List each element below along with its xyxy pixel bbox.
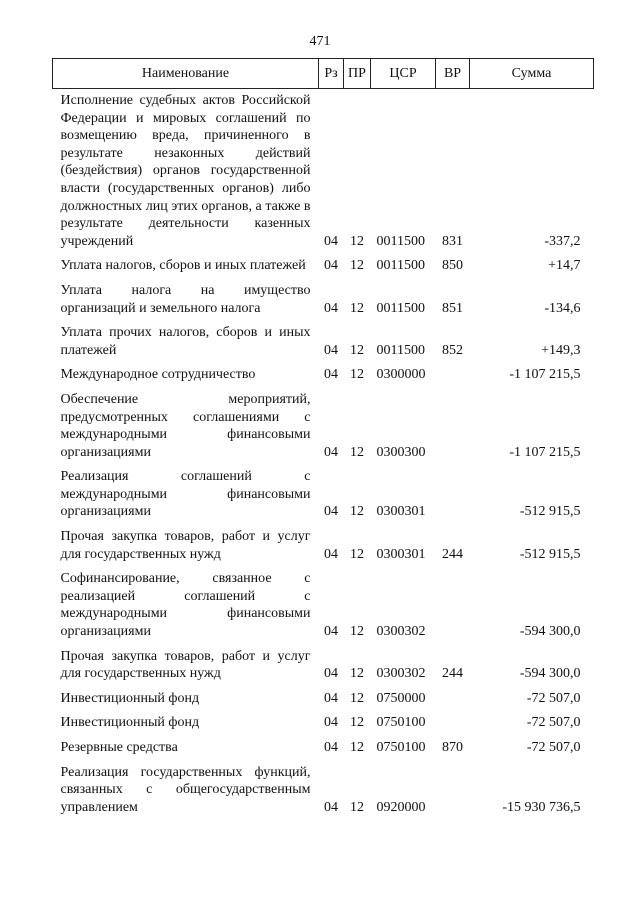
row-csr: 0300301 — [376, 546, 426, 562]
row-rz: 04 — [324, 233, 338, 249]
row-vr: 852 — [442, 342, 463, 358]
row-csr: 0300302 — [376, 624, 426, 640]
table-row — [53, 645, 594, 687]
row-csr: 0011500 — [376, 300, 425, 316]
table-row — [53, 525, 594, 567]
row-csr: 0750000 — [376, 690, 426, 706]
budget-table — [52, 58, 594, 820]
row-vr — [436, 761, 470, 821]
row-pr: 12 — [350, 258, 364, 274]
row-pr: 12 — [350, 342, 364, 358]
table-row — [53, 761, 594, 821]
row-csr: 0300302 — [376, 666, 426, 682]
row-vr — [436, 363, 470, 388]
col-header-rz: Рз — [319, 59, 344, 89]
row-pr: 12 — [350, 367, 364, 383]
row-name: Резервные средства — [60, 740, 178, 755]
row-name: Обеспечение мероприятий, предусмотренных соглашениями с международными финансовыми организациями — [60, 391, 311, 460]
row-pr: 12 — [350, 666, 364, 682]
row-rz: 04 — [324, 546, 338, 562]
row-rz: 04 — [324, 300, 338, 316]
row-vr — [436, 465, 470, 525]
row-name: Прочая закупка товаров, работ и услуг для государственных нужд — [60, 529, 311, 562]
table-row — [53, 567, 594, 644]
row-pr: 12 — [350, 690, 364, 706]
row-sum: -72 507,0 — [526, 715, 581, 731]
row-csr: 0011500 — [376, 258, 425, 274]
col-header-vr: ВР — [436, 59, 470, 89]
row-vr: 831 — [442, 233, 463, 249]
row-vr — [436, 388, 470, 465]
table-row — [53, 736, 594, 761]
row-csr: 0300301 — [376, 504, 426, 520]
table-row — [53, 388, 594, 465]
row-sum: +149,3 — [541, 342, 581, 358]
row-csr: 0300300 — [376, 444, 426, 460]
col-header-sum: Сумма — [470, 59, 594, 89]
row-sum: -512 915,5 — [519, 546, 581, 562]
table-row — [53, 711, 594, 736]
row-pr: 12 — [350, 546, 364, 562]
row-name: Софинансирование, связанное с реализацией соглашений с международными финансовыми организациями — [60, 571, 311, 640]
row-sum: -1 107 215,5 — [509, 444, 581, 460]
table-row — [53, 321, 594, 363]
row-sum: -594 300,0 — [519, 666, 581, 682]
row-sum: -134,6 — [544, 300, 581, 316]
row-sum: -15 930 736,5 — [502, 799, 581, 815]
row-csr: 0920000 — [376, 799, 426, 815]
table-row — [53, 254, 594, 279]
row-name: Реализация соглашений с международными финансовыми организациями — [60, 469, 311, 520]
row-vr: 244 — [442, 546, 463, 562]
row-vr: 850 — [442, 258, 463, 274]
row-csr: 0300000 — [376, 367, 426, 383]
col-header-pr: ПР — [344, 59, 371, 89]
row-rz: 04 — [324, 444, 338, 460]
row-rz: 04 — [324, 799, 338, 815]
row-vr: 244 — [442, 666, 463, 682]
row-pr: 12 — [350, 300, 364, 316]
row-rz: 04 — [324, 342, 338, 358]
row-sum: +14,7 — [548, 258, 581, 274]
row-name: Прочая закупка товаров, работ и услуг для государственных нужд — [60, 648, 311, 682]
row-sum: -594 300,0 — [519, 624, 581, 640]
row-vr — [436, 567, 470, 644]
row-name: Инвестиционный фонд — [60, 715, 200, 731]
row-rz: 04 — [324, 690, 338, 706]
table-row — [53, 279, 594, 321]
table-body — [53, 89, 594, 821]
table-row — [53, 363, 594, 388]
row-sum: -72 507,0 — [526, 690, 581, 706]
row-name: Исполнение судебных актов Российской Федерации и мировых соглашений по возмещению вреда, причиненного в результате незаконных действий (бездействия) органов государственной власти (государственных органов) либо должностных лиц этих органов, а также в результате деятельности казенных учреждений — [60, 93, 311, 249]
col-header-name: Наименование — [53, 59, 319, 89]
row-vr: 870 — [442, 740, 463, 755]
row-rz: 04 — [324, 258, 338, 274]
row-name: Инвестиционный фонд — [60, 690, 200, 706]
row-rz: 04 — [324, 715, 338, 731]
row-name: Уплата налогов, сборов и иных платежей — [60, 258, 306, 274]
col-header-csr: ЦСР — [371, 59, 436, 89]
table-header — [53, 59, 594, 89]
row-vr — [436, 687, 470, 712]
row-name: Реализация государственных функций, связанных с общегосударственным управлением — [60, 764, 311, 815]
row-rz: 04 — [324, 624, 338, 640]
row-rz: 04 — [324, 740, 338, 755]
row-sum: -1 107 215,5 — [509, 367, 581, 383]
row-pr: 12 — [350, 504, 364, 520]
page-number: 471 — [309, 34, 331, 49]
row-pr: 12 — [350, 715, 364, 731]
row-sum: -72 507,0 — [526, 740, 581, 755]
row-csr: 0750100 — [376, 715, 426, 731]
row-pr: 12 — [350, 740, 364, 755]
row-rz: 04 — [324, 367, 338, 383]
row-csr: 0750100 — [376, 740, 426, 755]
table-row — [53, 89, 594, 255]
row-vr: 851 — [442, 300, 463, 316]
table-row — [53, 687, 594, 712]
row-sum: -337,2 — [544, 233, 581, 249]
row-rz: 04 — [324, 666, 338, 682]
row-rz: 04 — [324, 504, 338, 520]
row-pr: 12 — [350, 624, 364, 640]
row-name: Международное сотрудничество — [60, 367, 256, 383]
row-pr: 12 — [350, 444, 364, 460]
row-vr — [436, 711, 470, 736]
row-name: Уплата прочих налогов, сборов и иных платежей — [60, 325, 311, 358]
row-pr: 12 — [350, 799, 364, 815]
row-pr: 12 — [350, 233, 364, 249]
table-row — [53, 465, 594, 525]
row-sum: -512 915,5 — [519, 504, 581, 520]
row-csr: 0011500 — [376, 342, 425, 358]
row-name: Уплата налога на имущество организаций и земельного налога — [60, 282, 311, 316]
row-csr: 0011500 — [376, 233, 425, 249]
